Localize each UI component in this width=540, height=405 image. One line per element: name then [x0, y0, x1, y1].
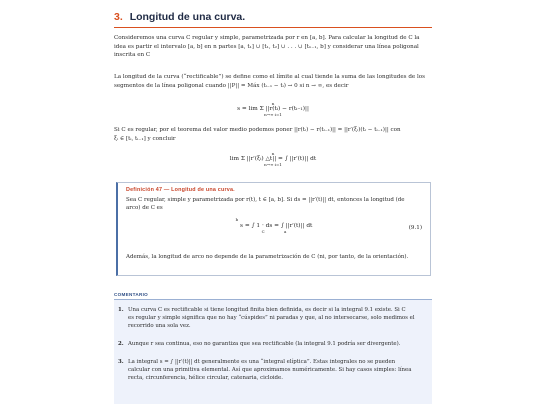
equation-body: s = lim Σ ||r(tᵢ) − r(tᵢ₋₁)|| [237, 106, 309, 112]
section-rule [114, 27, 432, 28]
comment-item [118, 306, 420, 331]
paragraph-line: segmentos de la línea poligonal cuando ||P|| = Máx (tᵢ₋₁ − tᵢ) → 0 si n → ∞, es decir [114, 82, 349, 89]
equation-sup: n [271, 151, 275, 156]
equation-body: s = ∫ 1 · ds = ∫ ||r′(t)|| dt [240, 223, 313, 229]
comment-line: es regular y simple significa que no hay “cúspides” ni paradas y que, al no intersecarse, solo medimos el [128, 315, 415, 322]
paragraph-intro [114, 34, 432, 60]
equation-sup: n [271, 101, 275, 106]
paragraph-mean-value [114, 126, 432, 143]
comment-item [118, 358, 420, 383]
equation-sub: n→∞ i=1 [264, 162, 282, 167]
comment-line: La integral s = ∫ ||r′(t)|| dt generalmente es una “integral elíptica”. Estas integrales no se pueden [128, 359, 396, 365]
comment-line: recorrido una sola vez. [128, 323, 191, 330]
comment-item-number: 1. [118, 307, 124, 313]
paragraph-line: ξᵢ ∈ [tᵢ, tᵢ₋₁] y concluir [114, 135, 176, 142]
definition-note: Además, la longitud de arco no depende de la parametrización de C (ni, por tanto, de la orientación). [126, 254, 409, 260]
definition-line: arco) de C es [126, 205, 163, 212]
equation-lower-limit: a [283, 229, 287, 234]
equation-number: (9.1) [408, 225, 422, 231]
comment-line: Aunque r sea continua, eso no garantiza que sea rectificable (la integral 9.1 podría ser divergente). [128, 341, 401, 347]
comment-item [118, 340, 420, 348]
section-title [114, 11, 245, 23]
paragraph-line: inscrita en C [114, 52, 151, 59]
definition-text [126, 196, 422, 213]
comment-line: recta, circunferencia, hélice circular, catenaria, cicloide. [128, 375, 283, 382]
paragraph-line: La longitud de la curva (“rectificable”) se define como el límite al cual tiende la suma de las longitudes de los [114, 74, 426, 80]
equation-sub: n→∞ i=1 [264, 112, 282, 117]
comment-item-number: 2. [118, 341, 124, 347]
paragraph-definition-limit [114, 73, 432, 90]
comment-line: calcular con una primitiva elemental. Así que aproximamos numéricamente. Si hay casos simples: línea [128, 367, 412, 374]
definition-equation [126, 217, 422, 237]
equation-sub-c: C [261, 229, 265, 234]
equation-upper-limit: b [235, 217, 239, 222]
equation-lower-limits [126, 229, 422, 234]
section-number: 3. [114, 11, 123, 23]
comment-label: COMENTARIO [114, 292, 149, 297]
comment-box [114, 300, 432, 404]
paragraph-line: idea es partir el intervalo [a, b] en n partes [a, t₁] ∪ [t₁, t₂] ∪ . . . ∪ [tₙ₋₁, b] y considerar una línea poligonal [114, 43, 419, 50]
equation-limit-sum [114, 101, 432, 117]
paragraph-line: Si C es regular, por el teorema del valor medio podemos poner ||r(tᵢ) − r(tᵢ₋₁)|| = ||r′(ξᵢ)(tᵢ − tᵢ₋₁)|| con [114, 127, 401, 133]
section-title-text: Longitud de una curva. [129, 11, 246, 23]
comment-line: Una curva C es rectificable si tiene longitud finita bien definida, es decir si la integral 9.1 existe. Si C [128, 307, 406, 313]
equation-integral-limit [114, 151, 432, 167]
definition-box [116, 182, 431, 276]
paragraph-line: Consideremos una curva C regular y simple, parametrizada por r en [a, b]. Para calcular la longitud de C la [114, 35, 420, 41]
definition-line: Sea C regular, simple y parametrizada por r(t), t ∈ [a, b]. Si ds = ||r′(t)|| dt, entonces la longitud (de [126, 197, 405, 203]
equation-body: lim Σ ||r′(ξᵢ) △t|| = ∫ ||r′(t)|| dt [229, 156, 317, 162]
comment-item-number: 3. [118, 359, 124, 365]
definition-title: Definición 47 — Longitud de una curva. [126, 187, 235, 193]
